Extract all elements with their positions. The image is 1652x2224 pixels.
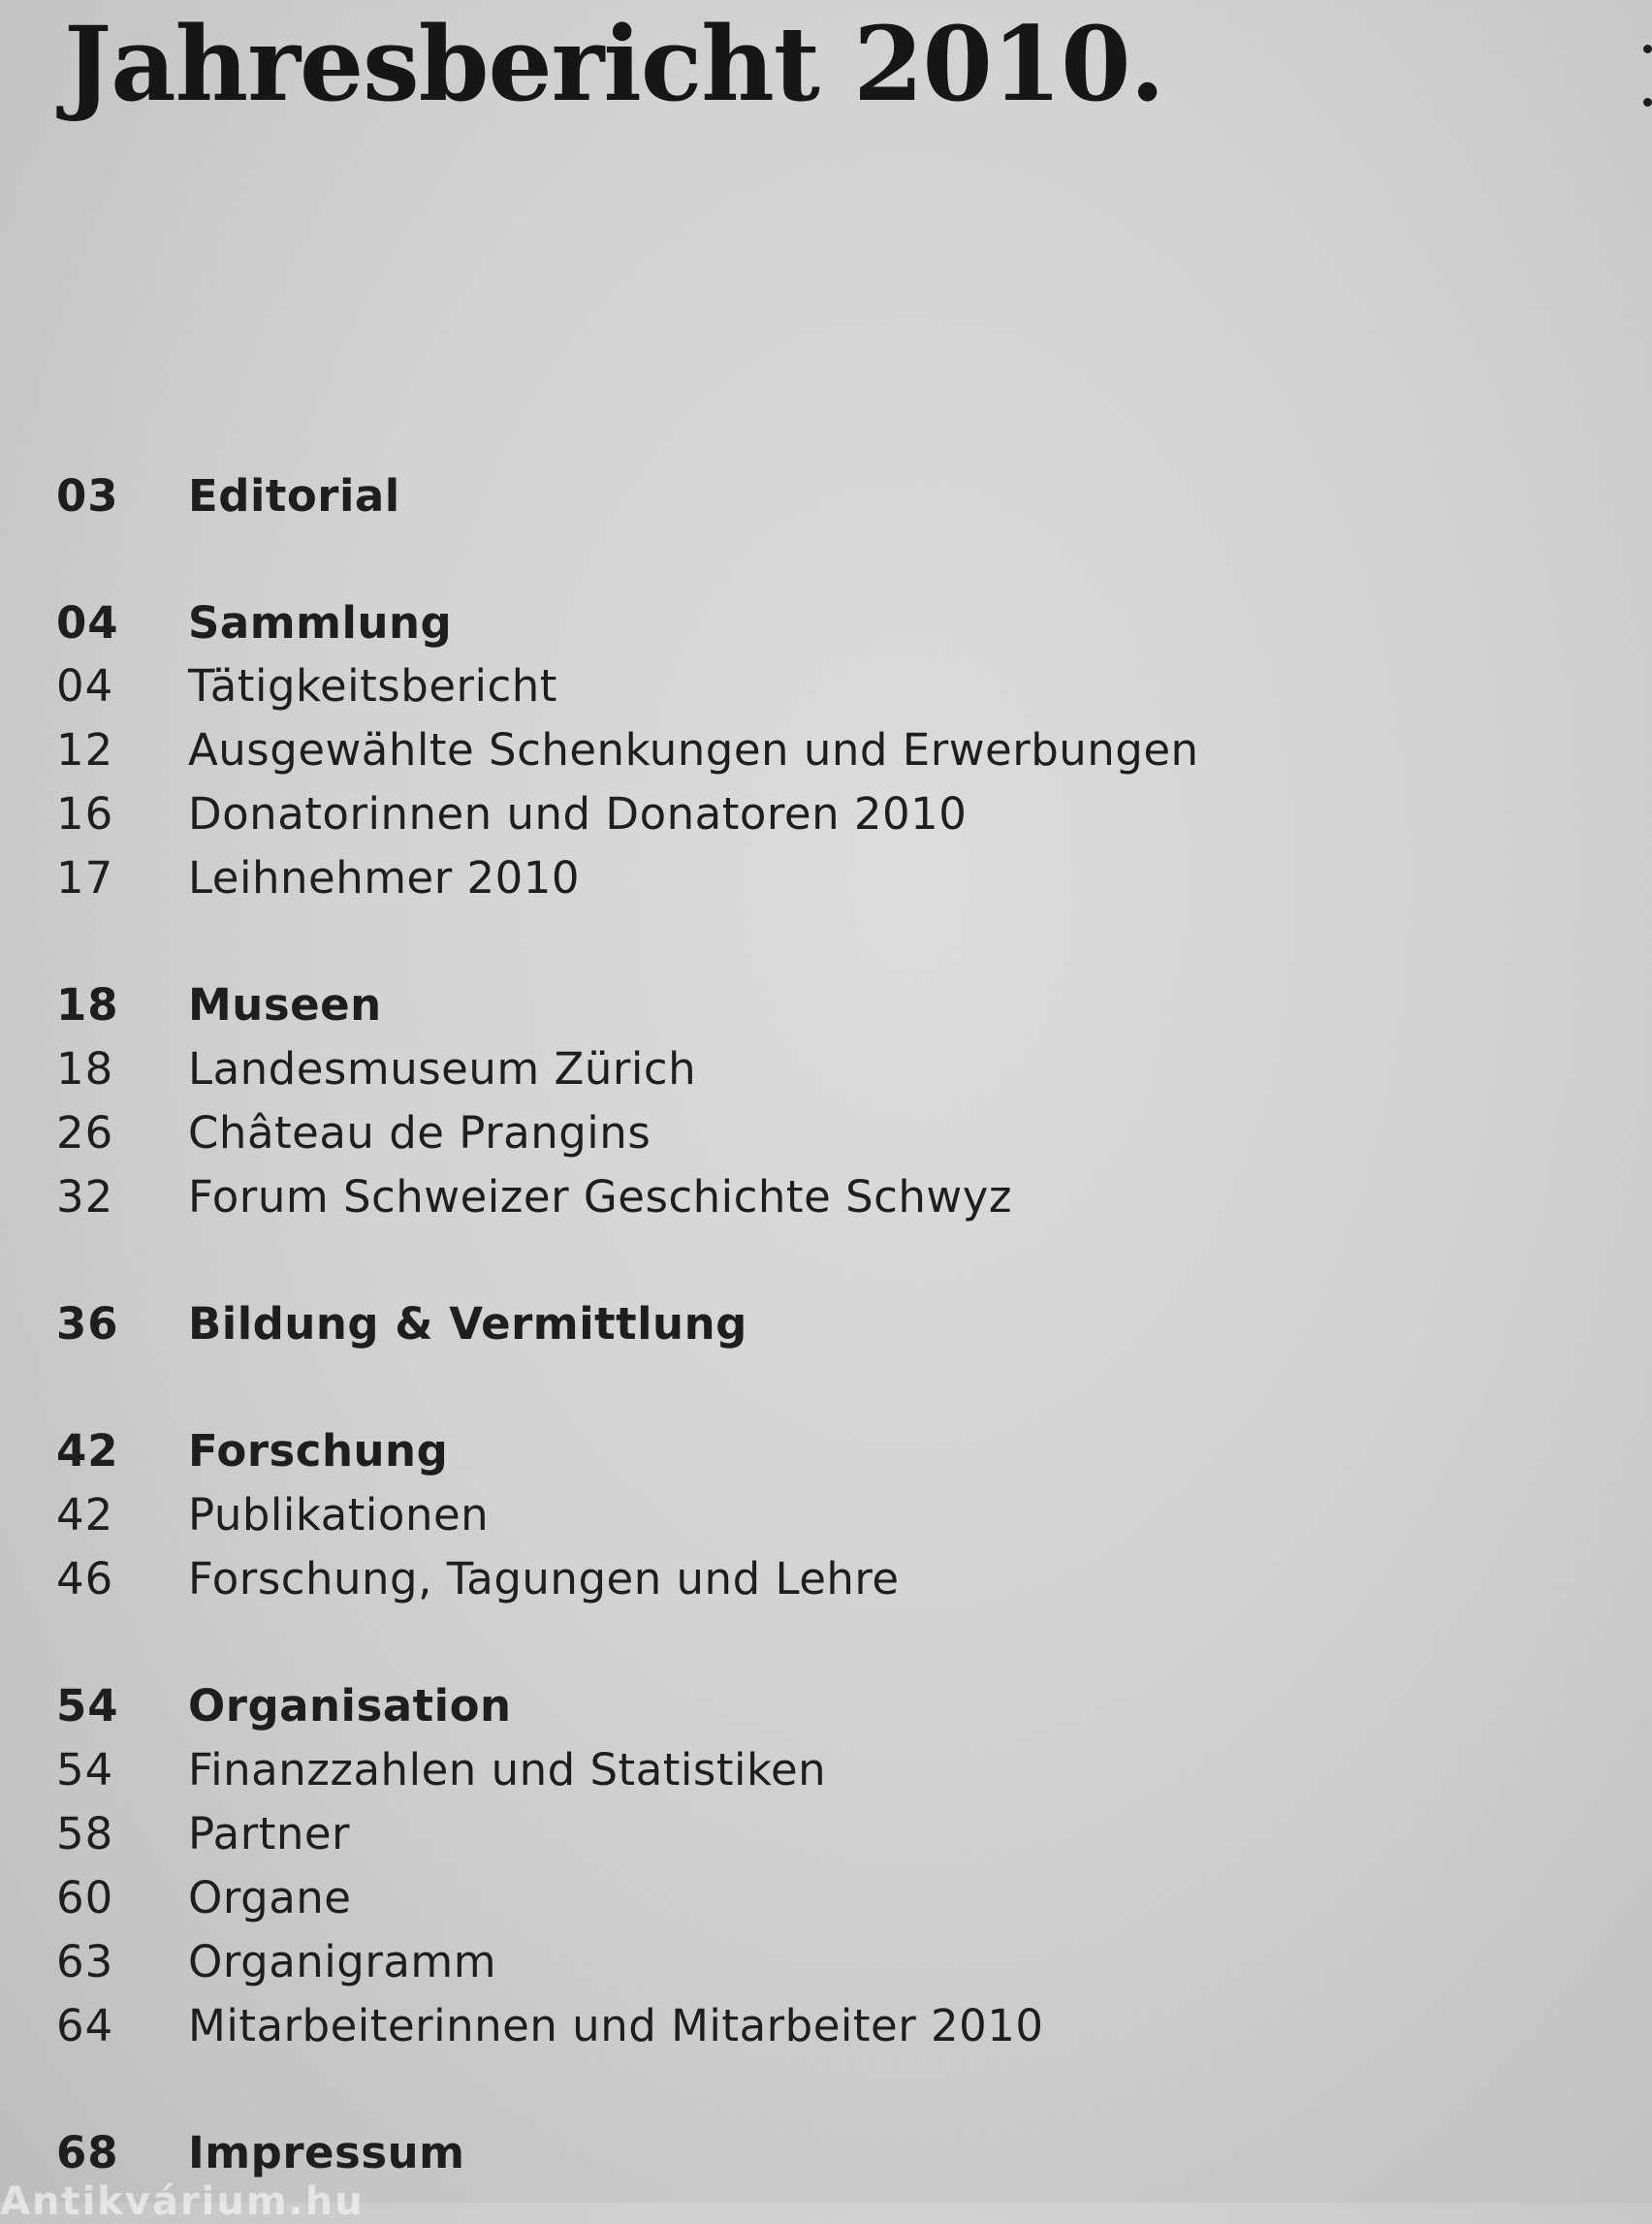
toc-page-number: 26	[56, 1107, 114, 1159]
toc-label: Museen	[188, 979, 382, 1031]
toc-label: Partner	[188, 1808, 351, 1859]
toc-label: Bildung & Vermittlung	[188, 1298, 747, 1350]
toc-page-number: 42	[56, 1425, 119, 1477]
toc-label: Landesmuseum Zürich	[188, 1043, 697, 1095]
toc-page-number: 54	[56, 1744, 114, 1795]
toc-entry	[56, 723, 1199, 778]
toc-entry	[56, 1552, 900, 1606]
toc-page-number: 32	[56, 1171, 114, 1223]
toc-label: Sammlung	[188, 597, 453, 649]
toc-page-number: 58	[56, 1808, 114, 1859]
page-edge-marks	[1642, 45, 1652, 151]
toc-label: Donatorinnen und Donatoren 2010	[188, 788, 968, 840]
toc-label: Ausgewählte Schenkungen und Erwerbungen	[188, 724, 1199, 776]
toc-entry	[56, 851, 580, 905]
edge-dot-icon	[1643, 98, 1652, 107]
toc-entry	[56, 659, 557, 714]
toc-page-number: 46	[56, 1553, 114, 1604]
toc-page-number: 18	[56, 979, 119, 1031]
toc-page-number: 04	[56, 597, 119, 649]
toc-entry	[56, 1042, 696, 1096]
toc-label: Publikationen	[188, 1489, 490, 1541]
toc-page-number: 64	[56, 2000, 114, 2051]
toc-label: Editorial	[188, 470, 400, 522]
toc-page-number: 12	[56, 724, 114, 776]
toc-label: Organigramm	[188, 1936, 497, 1987]
edge-dot-icon	[1643, 45, 1652, 53]
toc-page-number: 17	[56, 852, 114, 904]
toc-section-heading	[56, 1424, 448, 1478]
toc-entry	[56, 1488, 489, 1542]
toc-page-number: 42	[56, 1489, 114, 1541]
toc-entry	[56, 1999, 1044, 2053]
page-title: Jahresbericht 2010.	[64, 3, 1164, 125]
toc-entry	[56, 1170, 1012, 1224]
toc-entry	[56, 1935, 496, 1989]
toc-label: Mitarbeiterinnen und Mitarbeiter 2010	[188, 2000, 1044, 2051]
toc-section-heading	[56, 469, 400, 524]
toc-entry	[56, 1743, 826, 1797]
toc-section-heading	[56, 1297, 747, 1351]
toc-section-heading	[56, 2126, 465, 2180]
toc-label: Tätigkeitsbericht	[188, 660, 557, 712]
toc-entry	[56, 787, 967, 842]
toc-label: Leihnehmer 2010	[188, 852, 581, 904]
toc-entry	[56, 1807, 350, 1861]
toc-entry	[56, 1871, 351, 1925]
toc-page-number: 16	[56, 788, 114, 840]
toc-page-number: 03	[56, 470, 119, 522]
toc-page-number: 18	[56, 1043, 114, 1095]
toc-section-heading	[56, 596, 452, 651]
toc-page-number: 60	[56, 1872, 114, 1923]
toc-label: Forum Schweizer Geschichte Schwyz	[188, 1171, 1012, 1223]
toc-label: Finanzzahlen und Statistiken	[188, 1744, 827, 1795]
watermark: Antikvárium.hu	[0, 2179, 365, 2224]
toc-page-number: 36	[56, 1298, 119, 1350]
toc-entry	[56, 1106, 651, 1160]
toc-label: Château de Prangins	[188, 1107, 651, 1159]
toc-page-number: 68	[56, 2127, 119, 2178]
toc-page-number: 54	[56, 1680, 119, 1732]
toc-page-number: 04	[56, 660, 114, 712]
toc-section-heading	[56, 978, 382, 1033]
toc-section-heading	[56, 1679, 512, 1733]
toc-label: Forschung	[188, 1425, 449, 1477]
toc-label: Forschung, Tagungen und Lehre	[188, 1553, 900, 1604]
toc-page-number: 63	[56, 1936, 114, 1987]
toc-label: Organisation	[188, 1680, 512, 1732]
toc-label: Organe	[188, 1872, 352, 1923]
toc-label: Impressum	[188, 2127, 465, 2178]
